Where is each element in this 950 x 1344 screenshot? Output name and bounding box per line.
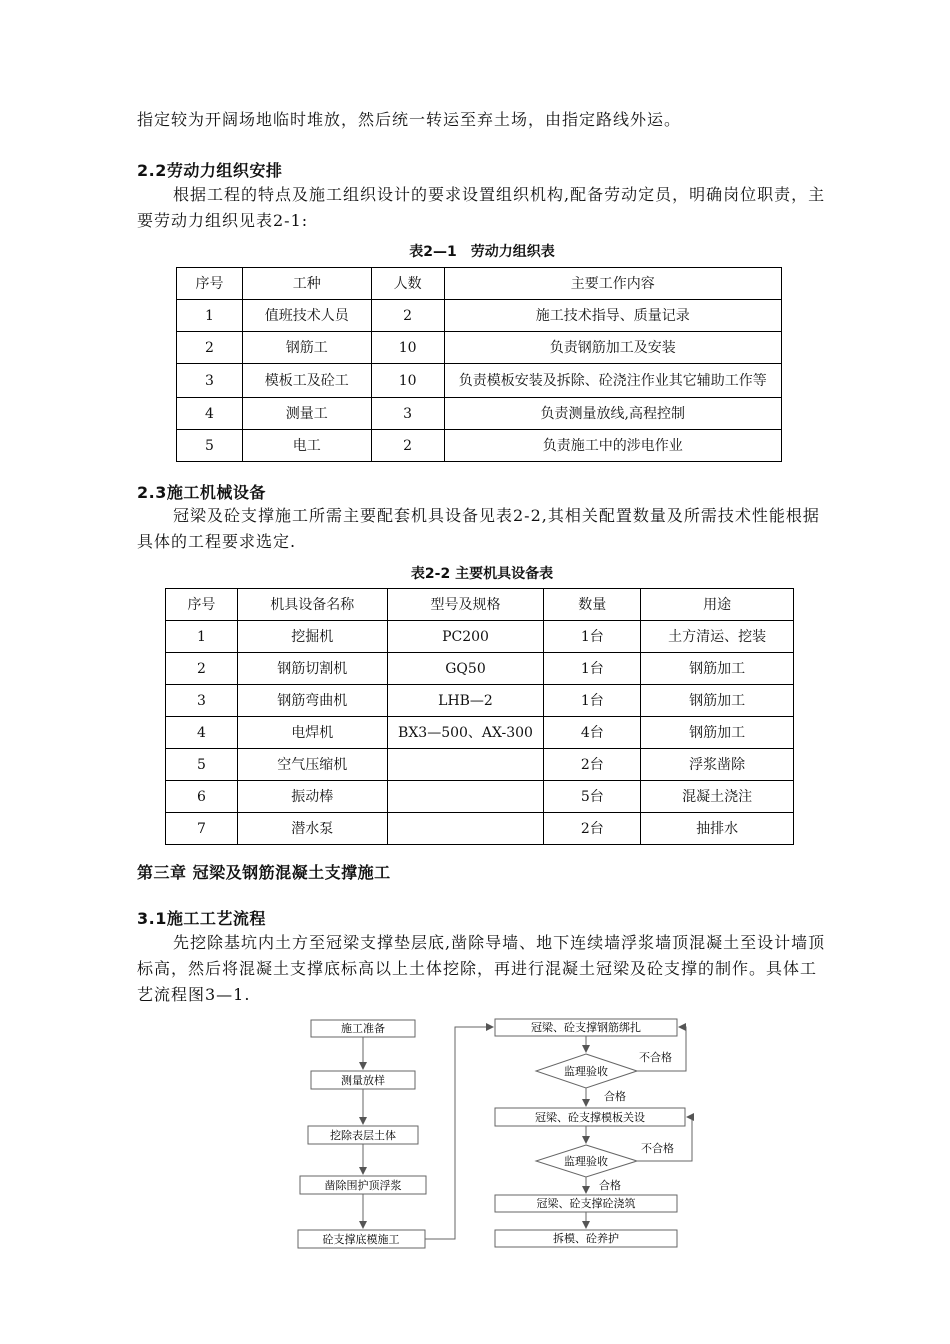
flow-fail-label: 不合格 <box>639 1051 672 1064</box>
table-cell: 2 <box>177 332 243 364</box>
table-cell: 10 <box>371 364 444 398</box>
table-cell: 电焊机 <box>237 717 387 749</box>
flow-step-concrete-pour <box>495 1195 677 1212</box>
table-cell: 钢筋加工 <box>641 653 794 685</box>
header-cell: 序号 <box>166 589 238 621</box>
table-cell: 钢筋工 <box>242 332 371 364</box>
table-cell: 钢筋弯曲机 <box>237 685 387 717</box>
table-cell: LHB—2 <box>387 685 544 717</box>
header-cell: 主要工作内容 <box>444 268 781 300</box>
table-cell: 5 <box>177 430 243 462</box>
header-cell: 序号 <box>177 268 243 300</box>
table-cell: 3 <box>177 364 243 398</box>
flow-decision-inspection-1 <box>536 1054 637 1088</box>
table-cell: 2 <box>371 300 444 332</box>
table-2-1-caption: 表2—1 劳动力组织表 <box>409 244 555 260</box>
flow-pass-label: 合格 <box>604 1090 626 1103</box>
table-cell: 负责测量放线,高程控制 <box>444 398 781 430</box>
intro-paragraph: 指定较为开阔场地临时堆放，然后统一转运至弃土场，由指定路线外运。 <box>137 110 682 129</box>
section-3-1-paragraph: 先挖除基坑内土方至冠梁支撑垫层底,凿除导墙、地下连续墙浮浆墙顶混凝土至设计墙顶标高，然后将混凝土支撑底标高以上土体挖除，再进行混凝土冠梁及砼支撑的制作。具体工艺流程图3—1. <box>137 933 826 1004</box>
table-cell: BX3—500、AX-300 <box>387 717 544 749</box>
flow-step-survey <box>311 1071 415 1089</box>
table-cell: 4 <box>177 398 243 430</box>
table-cell: 土方清运、挖装 <box>641 621 794 653</box>
table-cell: 负责模板安装及拆除、砼浇注作业其它辅助工作等 <box>444 364 781 398</box>
flow-decision-inspection-2 <box>536 1145 637 1177</box>
header-cell: 机具设备名称 <box>237 589 387 621</box>
flow-step-label: 凿除围护顶浮浆 <box>324 1179 402 1192</box>
section-2-2-heading: 2.2劳动力组织安排 <box>137 161 283 180</box>
flow-step-prepare <box>311 1020 415 1037</box>
flow-fail-label: 不合格 <box>641 1142 674 1155</box>
flow-step-label: 拆模、砼养护 <box>553 1232 619 1245</box>
header-cell: 型号及规格 <box>387 589 544 621</box>
table-cell: 4 <box>166 717 238 749</box>
table-cell: 浮浆凿除 <box>641 749 794 781</box>
table-cell: 4台 <box>544 717 641 749</box>
table-cell: 空气压缩机 <box>237 749 387 781</box>
flow-step-label: 冠梁、砼支撑钢筋绑扎 <box>531 1021 641 1034</box>
flow-step-formwork <box>495 1108 685 1126</box>
table-cell: 2台 <box>544 813 641 845</box>
table-cell: 钢筋切割机 <box>237 653 387 685</box>
flow-step-label: 测量放样 <box>341 1074 385 1087</box>
flow-step-excavate <box>308 1126 418 1144</box>
table-cell: 负责钢筋加工及安装 <box>444 332 781 364</box>
table-cell: 模板工及砼工 <box>242 364 371 398</box>
table-cell: 钢筋加工 <box>641 717 794 749</box>
table-cell: 挖掘机 <box>237 621 387 653</box>
table-cell: 2台 <box>544 749 641 781</box>
section-2-3-heading: 2.3施工机械设备 <box>137 483 266 502</box>
table-cell: 测量工 <box>242 398 371 430</box>
flow-step-rebar <box>495 1019 677 1036</box>
section-2-3-paragraph: 冠梁及砼支撑施工所需主要配套机具设备见表2-2,其相关配置数量及所需技术性能根据具体的工程要求选定. <box>137 506 820 551</box>
table-cell: 3 <box>166 685 238 717</box>
flow-step-label: 冠梁、砼支撑砼浇筑 <box>536 1197 636 1210</box>
table-cell: 1台 <box>544 621 641 653</box>
flow-step-label: 砼支撑底模施工 <box>322 1233 400 1246</box>
table-cell: 振动棒 <box>237 781 387 813</box>
table-cell: 10 <box>371 332 444 364</box>
flow-step-curing <box>495 1230 677 1247</box>
table-2-2-caption: 表2-2 主要机具设备表 <box>410 566 554 582</box>
table-cell: PC200 <box>387 621 544 653</box>
flow-step-label: 冠梁、砼支撑模板关设 <box>535 1111 645 1124</box>
table-cell: 1台 <box>544 685 641 717</box>
table-cell: 潜水泵 <box>237 813 387 845</box>
flow-connector <box>425 1027 493 1239</box>
section-2-2-paragraph: 根据工程的特点及施工组织设计的要求设置组织机构,配备劳动定员，明确岗位职责，主要劳动力组织见表2-1: <box>137 185 826 230</box>
table-cell: 1台 <box>544 653 641 685</box>
header-cell: 用途 <box>641 589 794 621</box>
flow-step-label: 施工准备 <box>341 1022 385 1035</box>
table-cell: 钢筋加工 <box>641 685 794 717</box>
table-cell: 混凝土浇注 <box>641 781 794 813</box>
table-cell: 电工 <box>242 430 371 462</box>
flow-step-label: 挖除表层土体 <box>330 1129 396 1142</box>
table-cell: 抽排水 <box>641 813 794 845</box>
header-cell: 人数 <box>371 268 444 300</box>
flow-step-bottom-formwork <box>298 1230 425 1248</box>
table-cell: 5 <box>166 749 238 781</box>
table-cell: GQ50 <box>387 653 544 685</box>
table-cell: 值班技术人员 <box>242 300 371 332</box>
table-cell: 3 <box>371 398 444 430</box>
table-cell: 1 <box>166 621 238 653</box>
section-3-1-heading: 3.1施工工艺流程 <box>137 909 266 928</box>
table-cell: 1 <box>177 300 243 332</box>
chapter-3-heading: 第三章 冠梁及钢筋混凝土支撑施工 <box>137 863 391 882</box>
table-cell: 2 <box>166 653 238 685</box>
flow-pass-label: 合格 <box>599 1179 621 1192</box>
flow-step-chisel <box>300 1176 426 1194</box>
table-cell: 施工技术指导、质量记录 <box>444 300 781 332</box>
table-cell: 2 <box>371 430 444 462</box>
table-cell: 负责施工中的涉电作业 <box>444 430 781 462</box>
header-cell: 工种 <box>242 268 371 300</box>
header-cell: 数量 <box>544 589 641 621</box>
flow-decision-label: 监理验收 <box>564 1155 608 1168</box>
table-cell: 5台 <box>544 781 641 813</box>
table-cell: 7 <box>166 813 238 845</box>
flow-decision-label: 监理验收 <box>564 1065 608 1078</box>
table-cell: 6 <box>166 781 238 813</box>
